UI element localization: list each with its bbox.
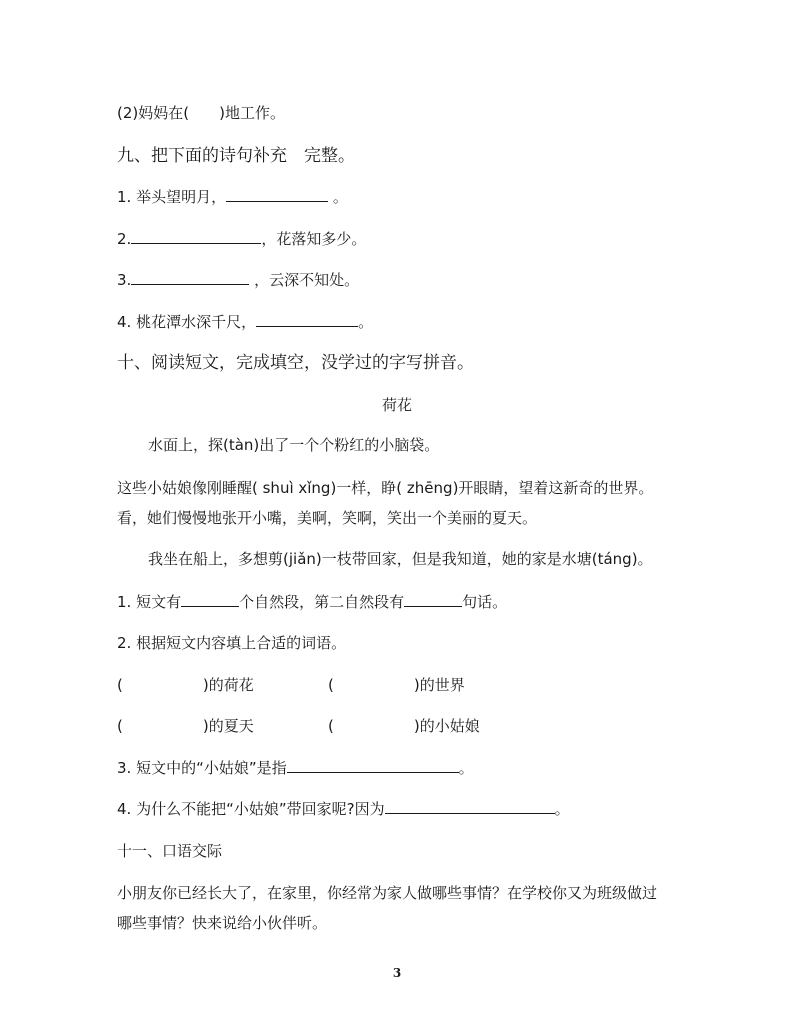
close-paren: ): [413, 676, 420, 694]
poem-item-1-pre: 1. 举头望明月，: [117, 188, 227, 206]
poem-item-3-pre: 3.: [117, 271, 132, 289]
question-3-pre: 3. 短文中的“小姑娘”是指: [117, 759, 287, 777]
close-paren: ): [413, 717, 420, 735]
fill-pair-2-left: [117, 716, 254, 736]
passage-paragraph-2-line-1: 这些小姑娘像刚睡醒( shuì xǐng)一样，睁( zhēng)开眼睛，望着这新奇的世界。: [117, 479, 654, 497]
open-paren: (: [117, 717, 123, 735]
fill-pair-1-right-text: 的世界: [419, 676, 465, 694]
answer-blank[interactable]: [256, 312, 358, 327]
question-1-part-c: 句话。: [462, 593, 508, 611]
passage-paragraph-2-line-2: 看，她们慢慢地张开小嘴，美啊，笑啊，笑出一个美丽的夏天。: [117, 509, 538, 527]
page-number: 3: [392, 966, 402, 980]
fill-pair-2-left-text: 的夏天: [208, 717, 254, 735]
answer-blank[interactable]: [404, 592, 462, 607]
question-1: [117, 592, 507, 612]
question-3: [117, 758, 474, 778]
poem-item-4: [117, 312, 373, 332]
open-paren: (: [328, 676, 334, 694]
question-3-post: 。: [458, 759, 474, 777]
open-paren: (: [328, 717, 334, 735]
q8-item-2-pre: (2)妈妈在(: [117, 104, 190, 122]
poem-item-3-post: ，云深不知处。: [249, 271, 360, 289]
question-4-pre: 4. 为什么不能把“小姑娘”带回家呢?因为: [117, 800, 385, 818]
passage-paragraph-3: 我坐在船上，多想剪(jiǎn)一枝带回家，但是我知道，她的家是水塘(táng)。: [148, 550, 653, 568]
poem-item-2: [117, 229, 366, 249]
poem-item-1: [117, 187, 348, 207]
close-paren: ): [202, 717, 209, 735]
section-10-heading: 十、阅读短文，完成填空，没学过的字写拼音。: [117, 353, 474, 373]
answer-blank[interactable]: [385, 799, 555, 814]
close-paren: ): [202, 676, 209, 694]
answer-blank[interactable]: [131, 229, 261, 244]
answer-blank[interactable]: [226, 187, 328, 202]
fill-pair-1-left-text: 的荷花: [208, 676, 254, 694]
question-1-part-a: 1. 短文有: [117, 593, 182, 611]
q8-item-2-post: )地工作。: [219, 104, 285, 122]
passage-title: 荷花: [381, 396, 412, 414]
section-11-line-1: 小朋友你已经长大了，在家里，你经常为家人做哪些事情？在学校你又为班级做过: [117, 884, 658, 902]
fill-pair-1-right: [328, 675, 465, 695]
question-4: [117, 799, 570, 819]
poem-item-1-post: 。: [328, 188, 348, 206]
question-2-label: 2. 根据短文内容填上合适的词语。: [117, 634, 347, 652]
question-1-part-b: 个自然段，第二自然段有: [239, 593, 405, 611]
answer-blank[interactable]: [181, 592, 239, 607]
q8-item-2: [117, 103, 285, 123]
answer-blank[interactable]: [131, 270, 249, 285]
answer-blank[interactable]: [287, 758, 459, 773]
section-11-line-2: 哪些事情？快来说给小伙伴听。: [117, 914, 328, 932]
open-paren: (: [117, 676, 123, 694]
poem-item-4-post: 。: [358, 313, 374, 331]
poem-item-2-post: ，花落知多少。: [261, 230, 367, 248]
question-4-post: 。: [554, 800, 570, 818]
fill-pair-2-right: [328, 716, 480, 736]
poem-item-3: [117, 270, 359, 290]
fill-pair-2-right-text: 的小姑娘: [419, 717, 480, 735]
section-9-heading: 九、把下面的诗句补充 完整。: [117, 146, 355, 166]
poem-item-2-pre: 2.: [117, 230, 132, 248]
passage-paragraph-1: 水面上，探(tàn)出了一个个粉红的小脑袋。: [148, 436, 440, 454]
fill-pair-1-left: [117, 675, 254, 695]
poem-item-4-pre: 4. 桃花潭水深千尺，: [117, 313, 257, 331]
section-11-heading: 十一、口语交际: [117, 842, 223, 860]
